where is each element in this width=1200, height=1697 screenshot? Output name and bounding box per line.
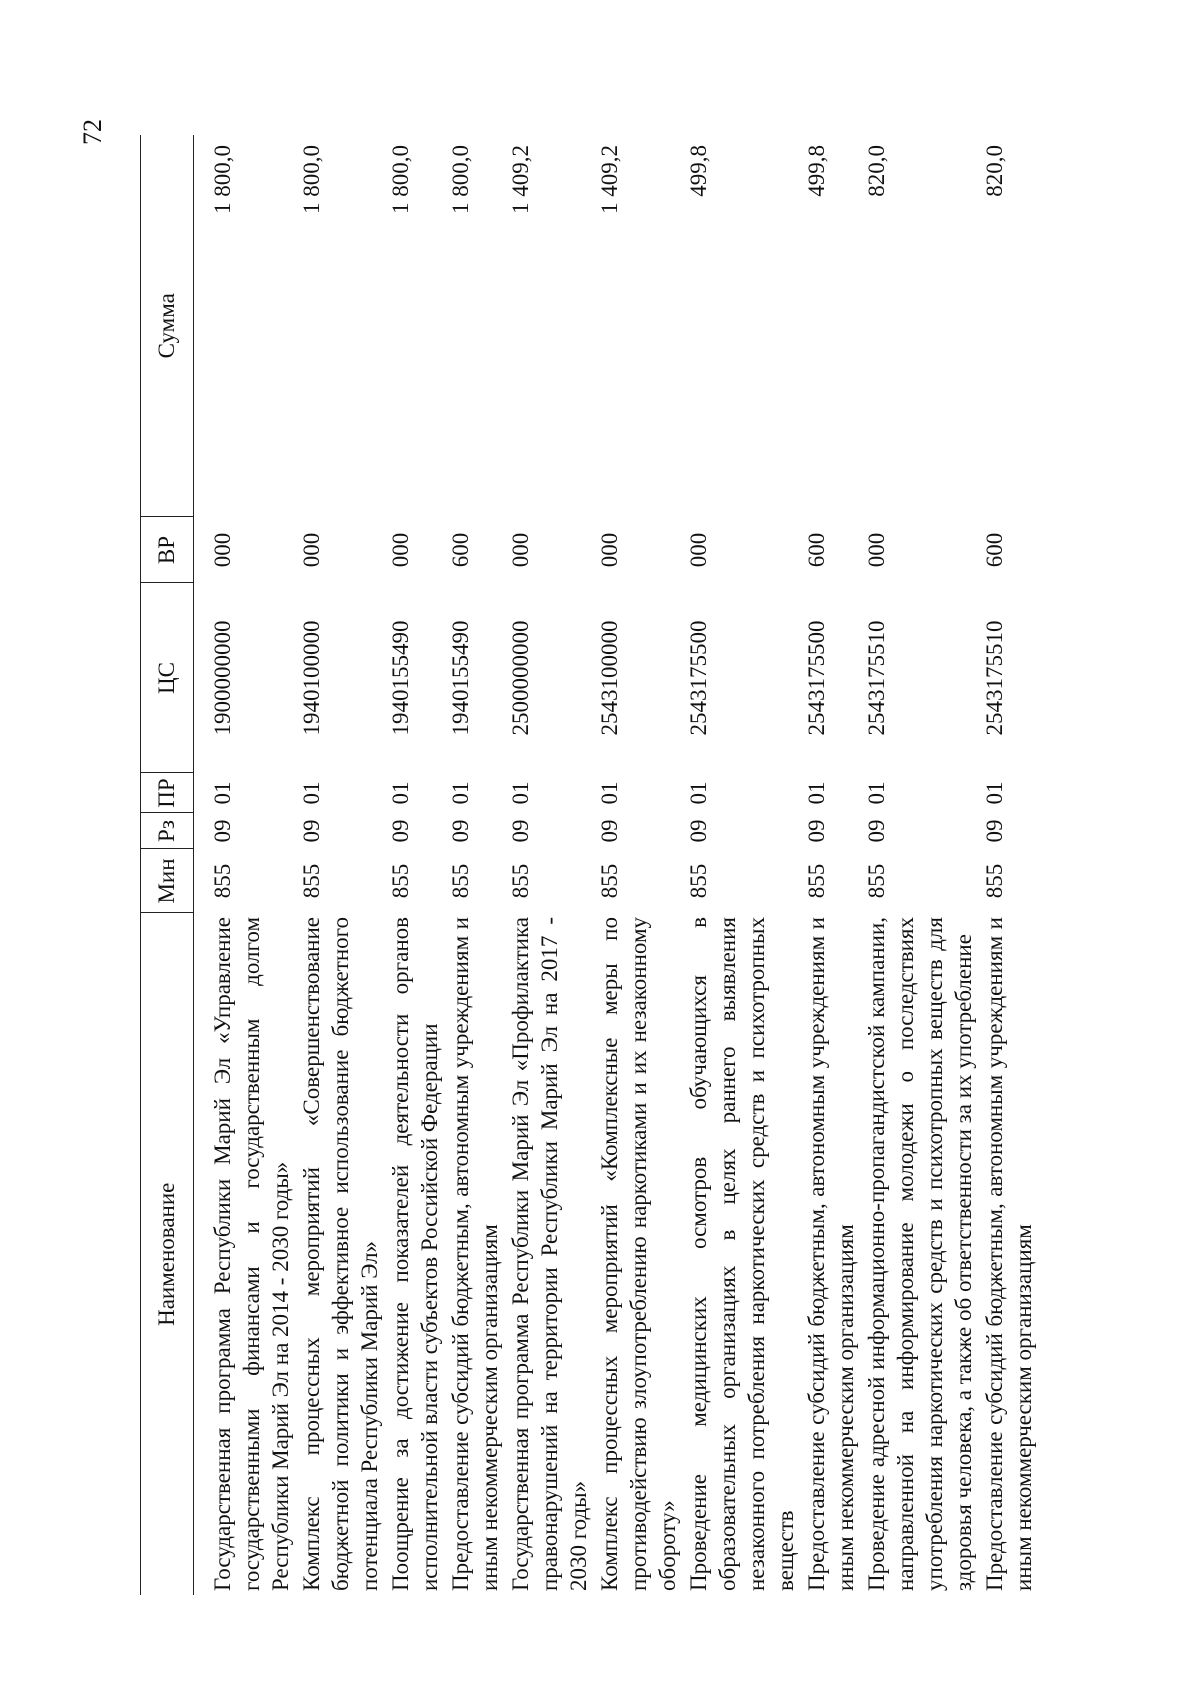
cell-sum: 1 409,2 <box>508 145 533 214</box>
cell-min: 855 <box>299 863 324 899</box>
cell-pr: 01 <box>597 781 622 805</box>
cell-sum: 1 800,0 <box>388 145 413 214</box>
cell-sum: 1 800,0 <box>448 145 473 214</box>
table-row <box>860 135 978 1595</box>
table-row <box>978 135 1038 1595</box>
cell-rz: 09 <box>299 819 324 843</box>
cell-name: Комплекс процессных мероприятий «Комплексные меры по противодействию злоупотреблению наркотиками и их незаконному обороту» <box>597 917 680 1591</box>
cell-name: Проведение адресной информационно-пропагандистской кампании, направленной на информирование молодежи о последствиях употребления наркотических средств и психотропных веществ для здоровья человека, а также об ответственности за их употребление <box>864 917 976 1591</box>
cell-cs: 1940155490 <box>388 620 413 736</box>
header-sum: Сумма <box>141 135 194 517</box>
cell-rz: 09 <box>686 819 711 843</box>
page-number: 72 <box>78 119 107 145</box>
cell-cs: 2543100000 <box>597 620 622 736</box>
cell-cs: 2543175510 <box>864 620 889 736</box>
table-header <box>141 135 194 1595</box>
cell-name: Государственная программа Республики Марий Эл «Управление государственными финансами и государственным долгом Республики Марий Эл на 2014 - 2030 годы» <box>210 917 293 1591</box>
cell-vr: 600 <box>982 532 1007 568</box>
cell-sum: 1 800,0 <box>210 145 235 214</box>
cell-sum: 499,8 <box>686 145 711 197</box>
table-row <box>295 135 384 1595</box>
cell-rz: 09 <box>597 819 622 843</box>
cell-vr: 000 <box>508 532 533 568</box>
header-vr: ВР <box>141 517 194 583</box>
cell-sum: 1 409,2 <box>597 145 622 214</box>
cell-sum: 820,0 <box>864 145 889 197</box>
cell-pr: 01 <box>864 781 889 805</box>
table-row <box>800 135 860 1595</box>
cell-rz: 09 <box>448 819 473 843</box>
rotated-sheet <box>140 135 1036 1595</box>
cell-vr: 600 <box>804 532 829 568</box>
cell-cs: 2543175510 <box>982 620 1007 736</box>
cell-name: Проведение медицинских осмотров обучающихся в образовательных организациях в целях раннего выявления незаконного потребления наркотических средств и психотропных веществ <box>686 917 798 1591</box>
cell-cs: 2543175500 <box>686 620 711 736</box>
cell-cs: 1900000000 <box>210 620 235 736</box>
cell-min: 855 <box>508 863 533 899</box>
header-min: Мин <box>141 849 194 913</box>
cell-min: 855 <box>597 863 622 899</box>
header-rz: Рз <box>141 813 194 849</box>
cell-rz: 09 <box>982 819 1007 843</box>
cell-pr: 01 <box>982 781 1007 805</box>
cell-sum: 499,8 <box>804 145 829 197</box>
table-row <box>194 135 296 1595</box>
cell-name: Государственная программа Республики Марий Эл «Профилактика правонарушений на территории Республики Марий Эл на 2017 - 2030 годы» <box>508 917 591 1591</box>
cell-pr: 01 <box>508 781 533 805</box>
cell-vr: 600 <box>448 532 473 568</box>
cell-cs: 1940155490 <box>448 620 473 736</box>
cell-cs: 2543175500 <box>804 620 829 736</box>
cell-sum: 1 800,0 <box>299 145 324 214</box>
cell-pr: 01 <box>210 781 235 805</box>
cell-min: 855 <box>210 863 235 899</box>
table-body <box>194 135 1039 1595</box>
cell-vr: 000 <box>686 532 711 568</box>
cell-rz: 09 <box>864 819 889 843</box>
cell-vr: 000 <box>210 532 235 568</box>
cell-vr: 000 <box>388 532 413 568</box>
cell-rz: 09 <box>508 819 533 843</box>
cell-rz: 09 <box>210 819 235 843</box>
table-row <box>384 135 444 1595</box>
cell-pr: 01 <box>388 781 413 805</box>
cell-min: 855 <box>804 863 829 899</box>
budget-table <box>140 135 1038 1595</box>
cell-name: Комплекс процессных мероприятий «Совершенствование бюджетной политики и эффективное использование бюджетного потенциала Республики Марий Эл» <box>299 917 382 1591</box>
table-row <box>504 135 593 1595</box>
cell-name: Предоставление субсидий бюджетным, автономным учреждениям и иным некоммерческим организациям <box>448 917 502 1591</box>
cell-min: 855 <box>388 863 413 899</box>
cell-min: 855 <box>686 863 711 899</box>
cell-min: 855 <box>864 863 889 899</box>
table-row <box>444 135 504 1595</box>
cell-min: 855 <box>982 863 1007 899</box>
cell-rz: 09 <box>388 819 413 843</box>
cell-cs: 1940100000 <box>299 620 324 736</box>
cell-sum: 820,0 <box>982 145 1007 197</box>
cell-vr: 000 <box>864 532 889 568</box>
cell-pr: 01 <box>448 781 473 805</box>
table-row <box>593 135 682 1595</box>
header-cs: ЦС <box>141 583 194 773</box>
header-pr: ПР <box>141 773 194 813</box>
table-row <box>682 135 800 1595</box>
cell-name: Предоставление субсидий бюджетным, автономным учреждениям и иным некоммерческим организациям <box>804 917 858 1591</box>
cell-name: Предоставление субсидий бюджетным, автономным учреждениям и иным некоммерческим организациям <box>982 917 1036 1591</box>
cell-min: 855 <box>448 863 473 899</box>
cell-pr: 01 <box>804 781 829 805</box>
cell-rz: 09 <box>804 819 829 843</box>
cell-vr: 000 <box>597 532 622 568</box>
cell-pr: 01 <box>299 781 324 805</box>
cell-pr: 01 <box>686 781 711 805</box>
cell-name: Поощрение за достижение показателей деятельности органов исполнительной власти субъектов Российской Федерации <box>388 917 442 1591</box>
header-name: Наименование <box>141 913 194 1595</box>
cell-vr: 000 <box>299 532 324 568</box>
cell-cs: 2500000000 <box>508 620 533 736</box>
